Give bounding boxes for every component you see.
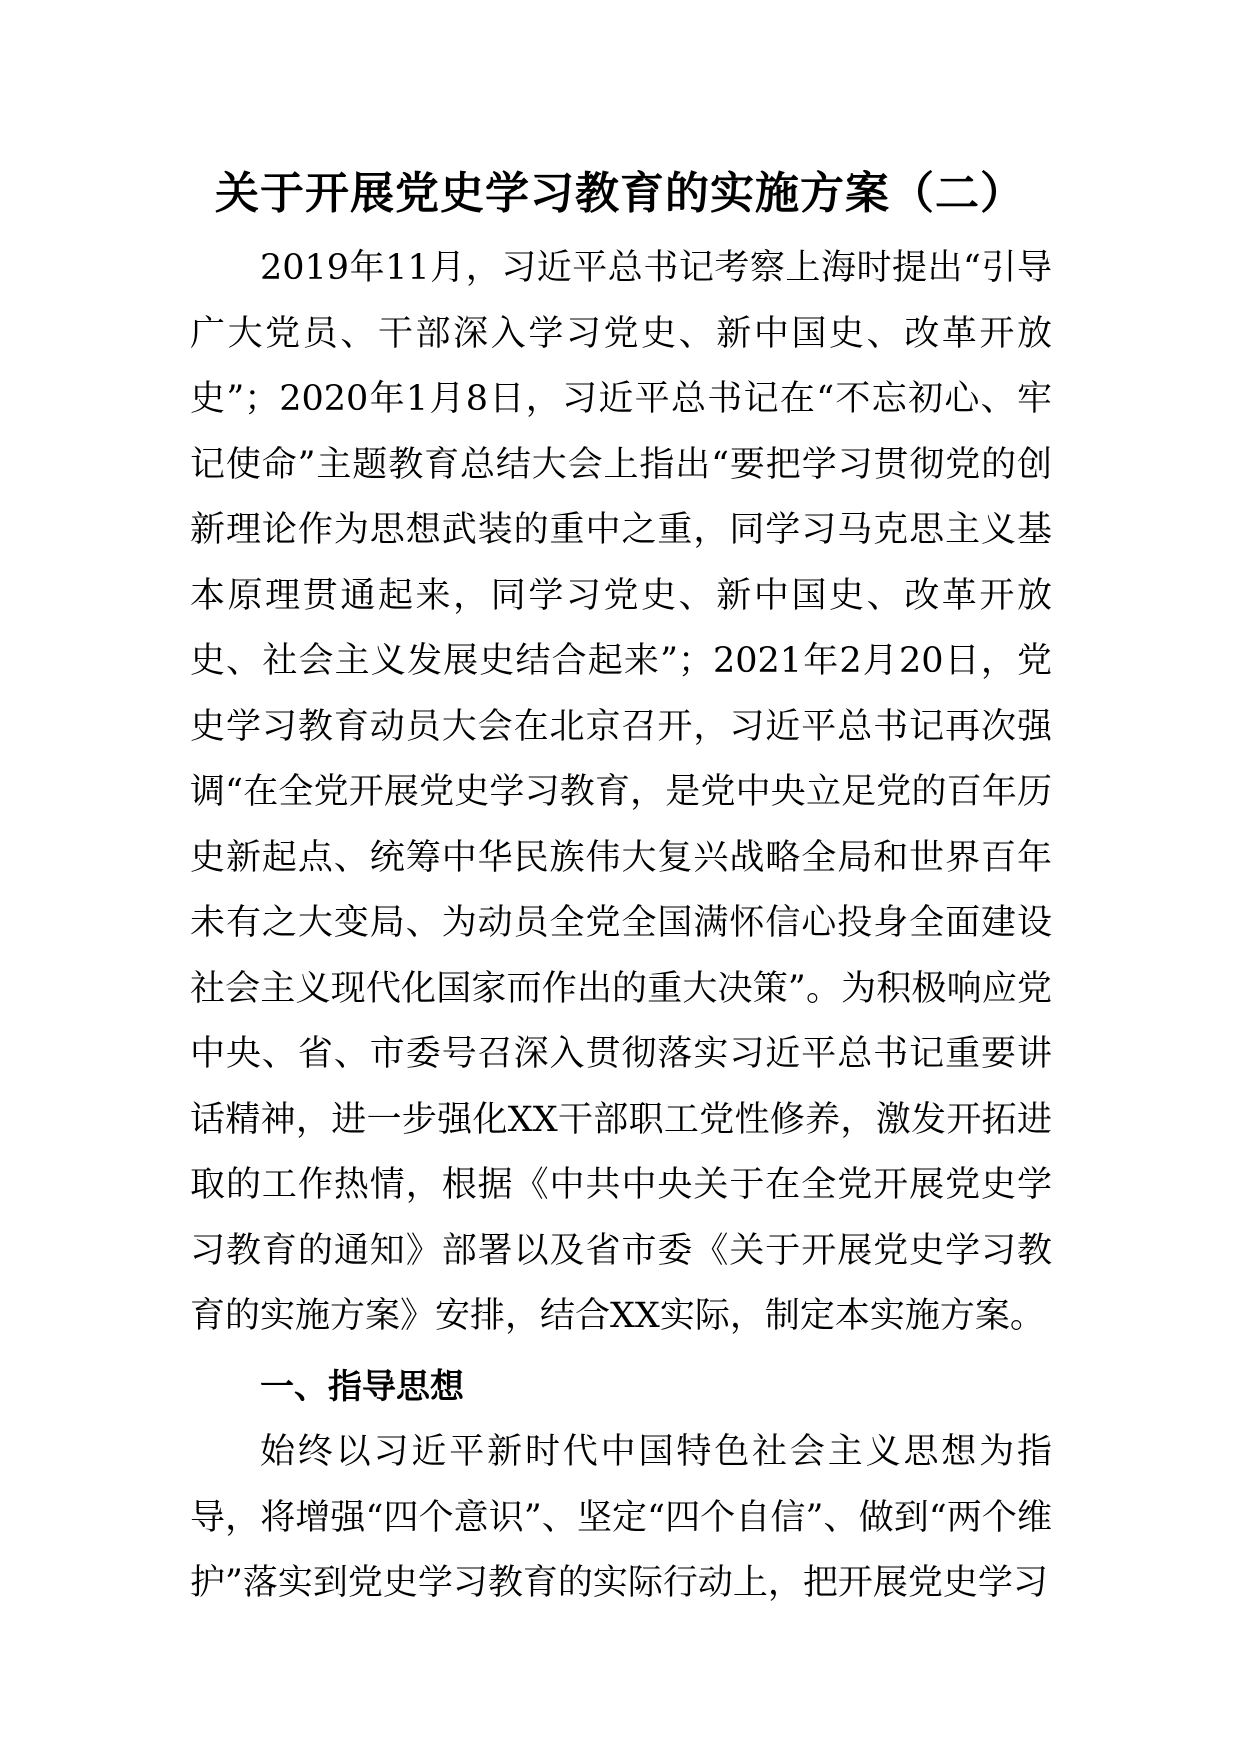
document-body xyxy=(190,236,1052,1617)
section-paragraph-guiding-ideology: 始终以习近平新时代中国特色社会主义思想为指导，将增强“四个意识”、坚定“四个自信”、做到“两个维护”落实到党史学习教育的实际行动上，把开展党史学习 xyxy=(190,1432,1052,1603)
document-title: 关于开展党史学习教育的实施方案（二） xyxy=(215,168,1025,219)
intro-paragraph: 2019年11月，习近平总书记考察上海时提出“引导广大党员、干部深入学习党史、新中国史、改革开放史”；2020年1月8日，习近平总书记在“不忘初心、牢记使命”主题教育总结大会上指出“要把学习贯彻党的创新理论作为思想武装的重中之重，同学习马克思主义基本原理贯通起来，同学习党史、新中国史、改革开放史、社会主义发展史结合起来”；2021年2月20日，党史学习教育动员大会在北京召开，习近平总书记再次强调“在全党开展党史学习教育，是党中央立足党的百年历史新起点、统筹中华民族伟大复兴战略全局和世界百年未有之大变局、为动员全党全国满怀信心投身全面建设社会主义现代化国家而作出的重大决策”。为积极响应党中央、省、市委号召深入贯彻落实习近平总书记重要讲话精神，进一步强化XX干部职工党性修养，激发开拓进取的工作热情，根据《中共中央关于在全党开展党史学习教育的通知》部署以及省市委《关于开展党史学习教育的实施方案》安排，结合XX实际，制定本实施方案。 xyxy=(190,248,1052,1336)
section-heading-guiding-ideology: 一、指导思想 xyxy=(260,1366,464,1407)
